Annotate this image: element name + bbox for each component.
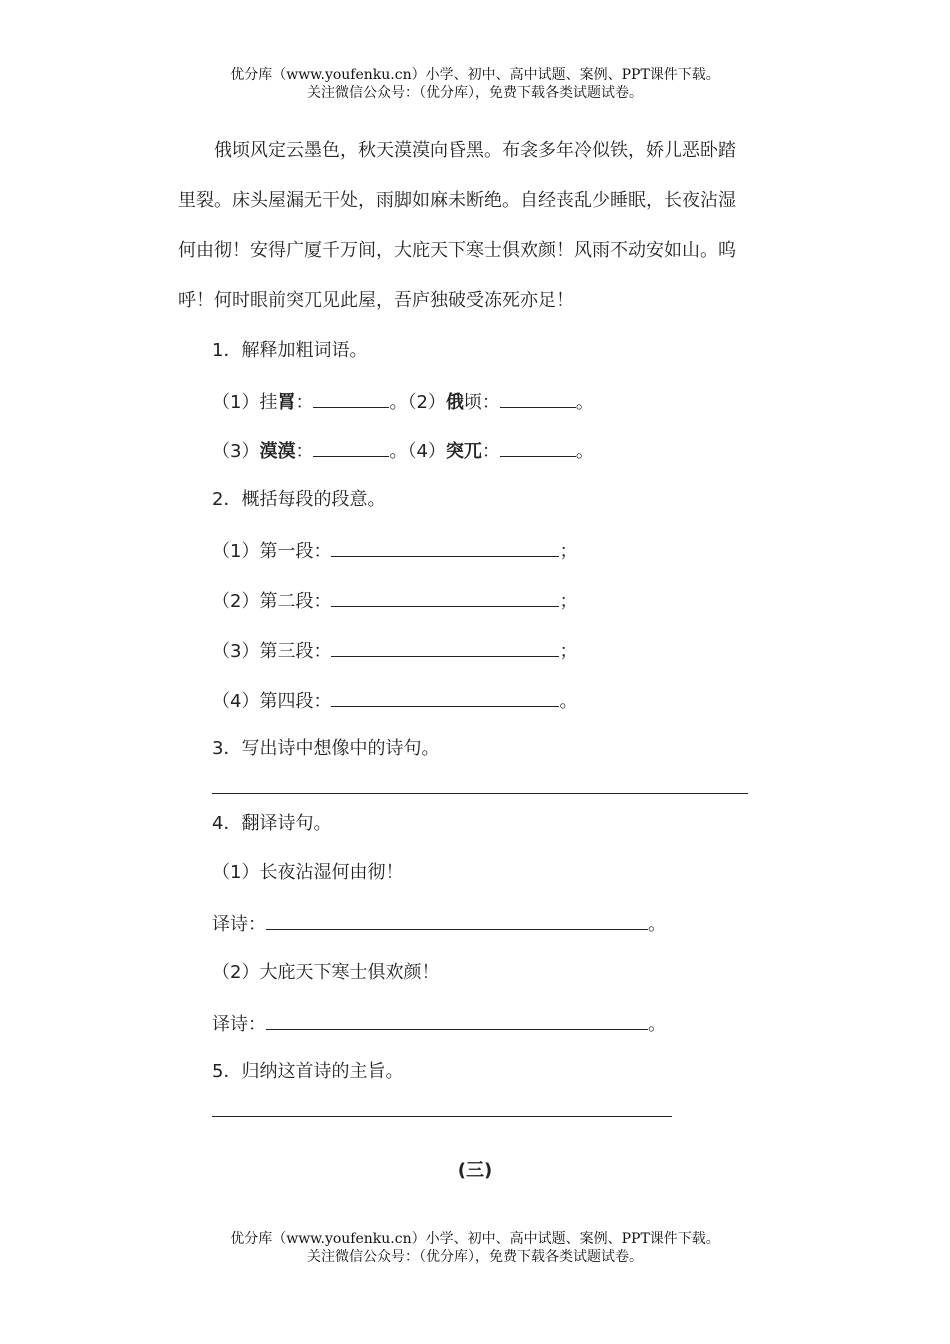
question-2-item-3 [212, 638, 577, 664]
question-1-row-2 [212, 438, 594, 464]
period: 。 [575, 392, 594, 413]
page-header [0, 66, 950, 102]
item-text: 挂 [259, 392, 278, 413]
translation-label: 译诗： [212, 1014, 266, 1035]
period: 。 [389, 441, 408, 462]
item-number: （3） [212, 441, 260, 462]
item-end: ； [559, 541, 578, 562]
item-end: ； [559, 591, 578, 612]
answer-blank[interactable] [331, 688, 559, 707]
question-1-row-1 [212, 389, 594, 415]
question-1-title: 1．解释加粗词语。 [212, 340, 368, 361]
item-text: 顷 [463, 392, 482, 413]
answer-blank[interactable] [331, 588, 559, 607]
colon: ： [481, 441, 500, 462]
question-2-item-1 [212, 538, 577, 564]
question-4-translation-1 [212, 911, 666, 937]
page-footer [0, 1230, 950, 1266]
colon: ： [295, 392, 314, 413]
answer-blank[interactable] [500, 438, 576, 457]
colon: ： [481, 392, 500, 413]
question-2-title: 2．概括每段的段意。 [212, 489, 386, 510]
period: 。 [575, 441, 594, 462]
question-4-translation-2 [212, 1011, 666, 1037]
item-label: （2）第二段： [212, 591, 332, 612]
item-number: （4） [407, 441, 446, 462]
period: 。 [389, 392, 408, 413]
period: 。 [648, 1014, 666, 1035]
item-number: （1） [212, 392, 260, 413]
poem-line: 俄顷风定云墨色，秋天漠漠向昏黑。布衾多年冷似铁，娇儿恶卧踏 [178, 140, 736, 161]
footer-line-1: 优分库（www.youfenku.cn）小学、初中、高中试题、案例、PPT课件下载。 [230, 1231, 720, 1247]
question-5-answer-line[interactable] [212, 1116, 672, 1117]
bold-term: 俄 [445, 392, 464, 413]
item-number: （2） [407, 392, 446, 413]
footer-line-2: 关注微信公众号：（优分库），免费下载各类试题试卷。 [307, 1249, 643, 1265]
section-label: (三) [457, 1160, 493, 1181]
item-end: 。 [559, 691, 578, 712]
period: 。 [648, 914, 666, 935]
item-end: ； [559, 641, 578, 662]
bold-term: 漠漠 [259, 441, 296, 462]
answer-blank[interactable] [500, 389, 576, 408]
poem-line: 呼！何时眼前突兀见此屋，吾庐独破受冻死亦足！ [178, 290, 574, 311]
poem-line: 里裂。床头屋漏无干处，雨脚如麻未断绝。自经丧乱少睡眠，长夜沾湿 [178, 190, 736, 211]
translation-label: 译诗： [212, 914, 266, 935]
question-4-sub-2: （2）大庇天下寒士俱欢颜！ [212, 962, 440, 983]
answer-blank[interactable] [266, 1011, 648, 1030]
answer-blank[interactable] [313, 438, 389, 457]
item-label: （3）第三段： [212, 641, 332, 662]
answer-blank[interactable] [331, 638, 559, 657]
bold-term: 突兀 [445, 441, 482, 462]
question-4-sub-1: （1）长夜沾湿何由彻！ [212, 862, 404, 883]
question-2-item-2 [212, 588, 577, 614]
question-3-answer-line[interactable] [212, 793, 748, 794]
poem-passage [178, 139, 778, 339]
answer-blank[interactable] [266, 911, 648, 930]
item-label: （4）第四段： [212, 691, 332, 712]
question-2-item-4 [212, 688, 577, 714]
question-5-title: 5．归纳这首诗的主旨。 [212, 1061, 404, 1082]
item-label: （1）第一段： [212, 541, 332, 562]
poem-line: 何由彻！安得广厦千万间，大庇天下寒士俱欢颜！风雨不动安如山。呜 [178, 240, 736, 261]
bold-term: 罥 [277, 392, 296, 413]
colon: ： [295, 441, 314, 462]
header-line-2: 关注微信公众号：（优分库），免费下载各类试题试卷。 [307, 85, 643, 101]
question-4-title: 4．翻译诗句。 [212, 813, 332, 834]
answer-blank[interactable] [331, 538, 559, 557]
header-line-1: 优分库（www.youfenku.cn）小学、初中、高中试题、案例、PPT课件下载。 [230, 67, 720, 83]
answer-blank[interactable] [313, 389, 389, 408]
question-3-title: 3．写出诗中想像中的诗句。 [212, 738, 440, 759]
